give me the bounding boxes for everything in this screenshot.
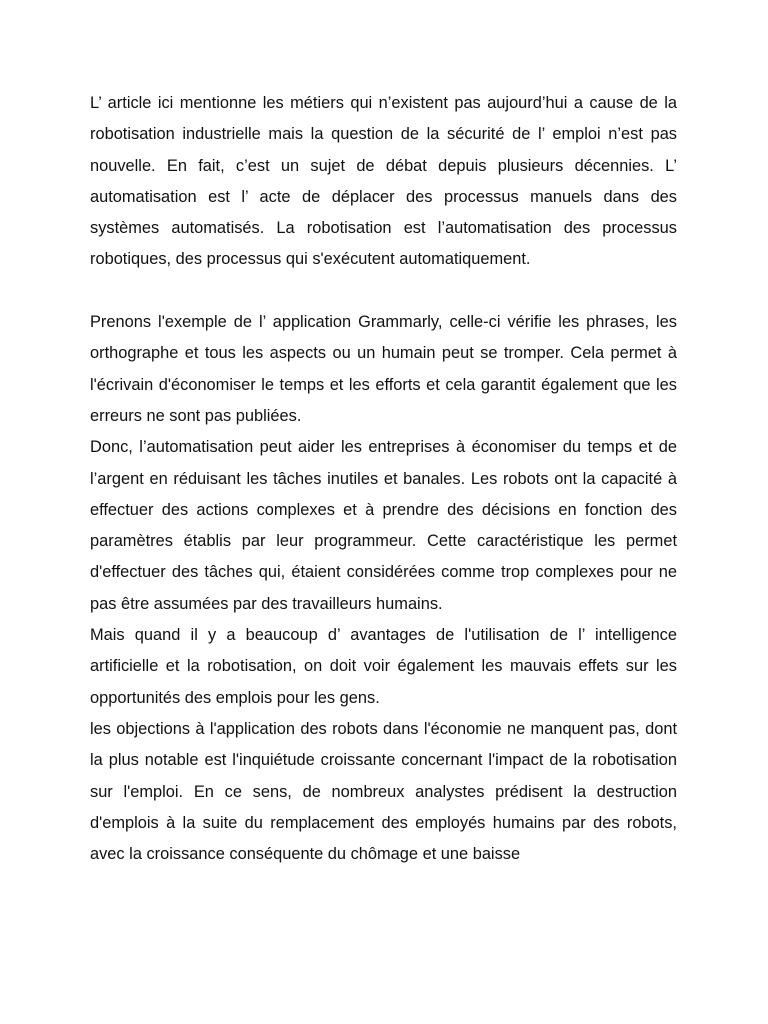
paragraph-objections: les objections à l'application des robots dans l'économie ne manquent pas, dont la plus notable est l'inquiétude croissante concernant l'impact de la robotisation sur l'emploi. En ce sens, de nombreux analystes prédisent la destruction d'emplois à la suite du remplacement des employés humains par des robots, avec la croissance conséquente du chômage et une baisse bbox=[90, 719, 677, 864]
paragraph-negative-effects: Mais quand il y a beaucoup d’ avantages de l'utilisation de l’ intelligence artificielle et la robotisation, on doit voir également les mauvais effets sur les opportunités des emplois pour les gens. bbox=[90, 626, 677, 707]
document-page bbox=[90, 88, 677, 870]
paragraph-intro: L’ article ici mentionne les métiers qui n’existent pas aujourd’hui a cause de la robotisation industrielle mais la question de la sécurité de l’ emploi n’est pas nouvelle. En fait, c’est un sujet de débat depuis plusieurs décennies. L’ automatisation est l’ acte de déplacer des processus manuels dans des systèmes automatisés. La robotisation est l’automatisation des processus robotiques, des processus qui s'exécutent automatiquement. bbox=[90, 94, 677, 269]
paragraph-automation-benefits: Donc, l’automatisation peut aider les entreprises à économiser du temps et de l’argent en réduisant les tâches inutiles et banales. Les robots ont la capacité à effectuer des actions complexes et à prendre des décisions en fonction des paramètres établis par leur programmeur. Cette caractéristique les permet d'effectuer des tâches qui, étaient considérées comme trop complexes pour ne pas être assumées par des travailleurs humains. bbox=[90, 438, 677, 613]
paragraph-grammarly-example: Prenons l'exemple de l’ application Grammarly, celle-ci vérifie les phrases, les orthographe et tous les aspects ou un humain peut se tromper. Cela permet à l'écrivain d'économiser le temps et les efforts et cela garantit également que les erreurs ne sont pas publiées. bbox=[90, 313, 677, 425]
paragraph-gap bbox=[90, 276, 677, 307]
